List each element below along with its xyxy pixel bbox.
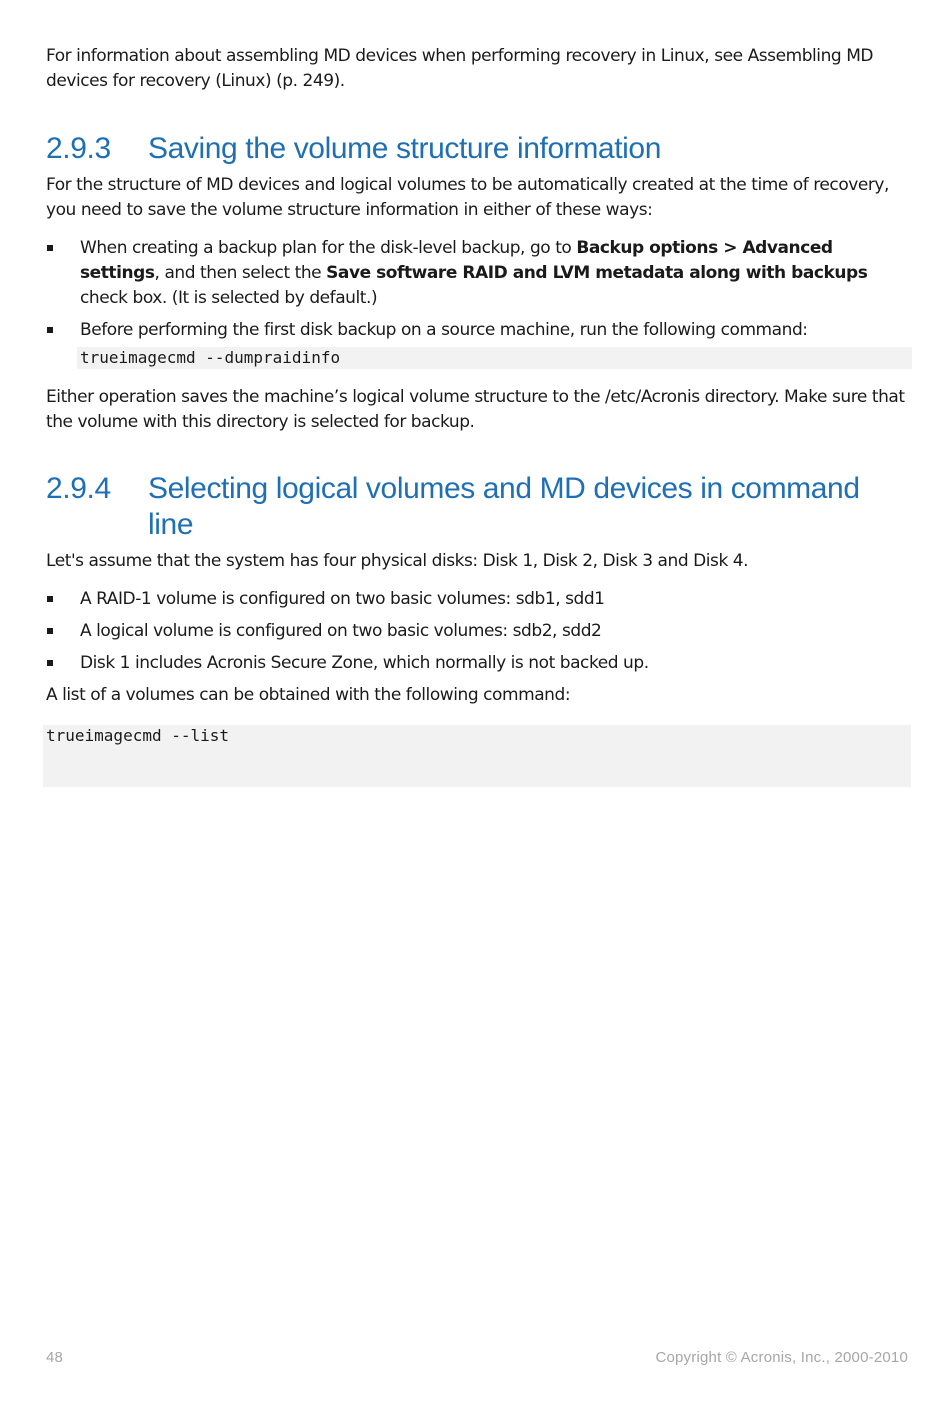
document-page xyxy=(46,44,912,787)
list-item-text: A logical volume is configured on two basic volumes: sdb2, sdd2 xyxy=(80,621,602,641)
closing-paragraph: Either operation saves the machine’s logical volume structure to the /etc/Acronis directory. Make sure that the volume with this directory is selected for backup. xyxy=(46,387,905,432)
list-item-text-post: check box. (It is selected by default.) xyxy=(80,288,378,308)
section-number: 2.9.4 xyxy=(46,472,111,505)
bullet-list xyxy=(46,587,912,676)
section-heading-2-9-3 xyxy=(46,131,912,167)
list-item-text-mid: , and then select the xyxy=(154,263,327,283)
section-title: Selecting logical volumes and MD devices in command line xyxy=(148,472,860,541)
page-number: 48 xyxy=(46,1349,64,1366)
bullet-icon xyxy=(47,596,53,602)
list-item-bold-checkbox: Save software RAID and LVM metadata along with backups xyxy=(326,263,868,283)
list-intro-paragraph: A list of a volumes can be obtained with the following command: xyxy=(46,685,571,705)
list-item xyxy=(46,619,912,644)
list-item-text-pre: When creating a backup plan for the disk-level backup, go to xyxy=(80,238,577,258)
intro-paragraph: For information about assembling MD devices when performing recovery in Linux, see Assembling MD devices for recovery (Linux) (p. 249). xyxy=(46,46,874,91)
bullet-icon xyxy=(47,245,53,251)
section-title: Saving the volume structure information xyxy=(148,132,661,165)
list-item xyxy=(46,651,912,676)
list-item xyxy=(46,587,912,612)
bullet-list xyxy=(46,236,912,343)
section-paragraph: Let's assume that the system has four physical disks: Disk 1, Disk 2, Disk 3 and Disk 4. xyxy=(46,551,749,571)
code-snippet: trueimagecmd --dumpraidinfo xyxy=(77,347,912,369)
list-item xyxy=(46,318,912,343)
bullet-icon xyxy=(47,327,53,333)
list-item-bold-setting: Backup options > Advanced settings xyxy=(80,238,833,283)
section-paragraph: For the structure of MD devices and logical volumes to be automatically created at the time of recovery, you need to save the volume structure information in either of these ways: xyxy=(46,175,889,220)
list-item xyxy=(46,236,912,311)
section-number: 2.9.3 xyxy=(46,132,111,165)
bullet-icon xyxy=(47,628,53,634)
bullet-icon xyxy=(47,660,53,666)
list-item-text: A RAID-1 volume is configured on two basic volumes: sdb1, sdd1 xyxy=(80,589,605,609)
list-item-text: Before performing the first disk backup on a source machine, run the following command: xyxy=(80,320,808,340)
section-heading-2-9-4 xyxy=(46,471,912,543)
code-block: trueimagecmd --list xyxy=(43,725,911,787)
list-item-text: Disk 1 includes Acronis Secure Zone, which normally is not backed up. xyxy=(80,653,649,673)
copyright-notice: Copyright © Acronis, Inc., 2000-2010 xyxy=(655,1349,908,1366)
